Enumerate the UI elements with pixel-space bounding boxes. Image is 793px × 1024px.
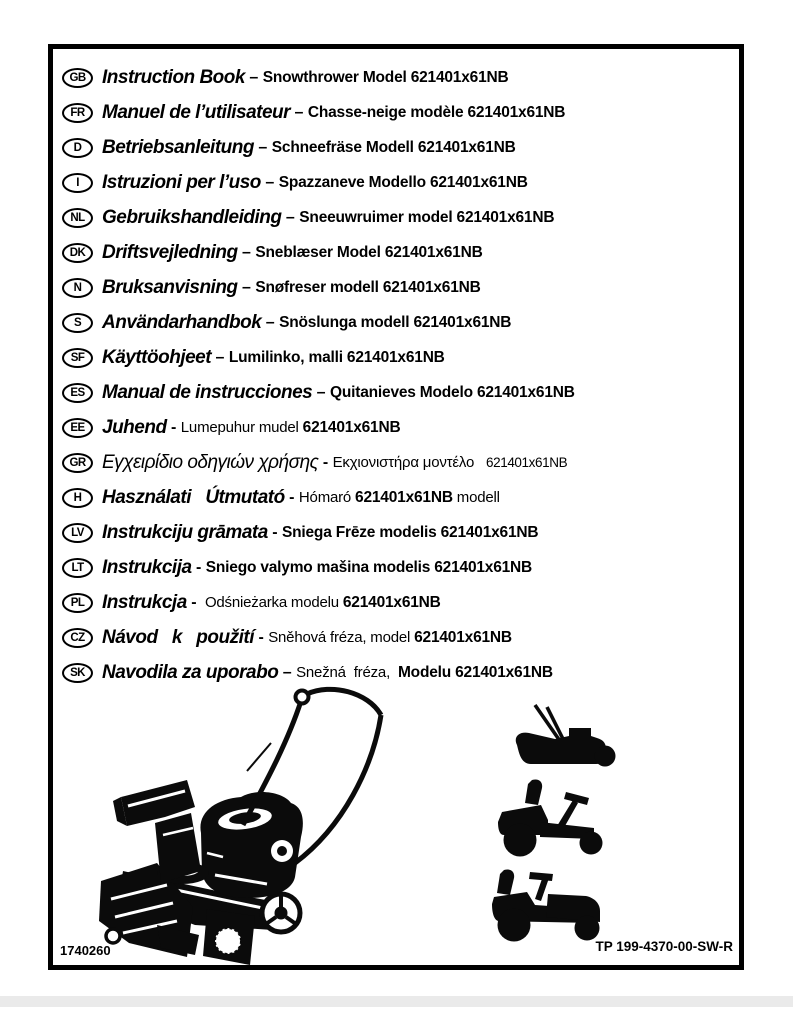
language-title: Instrukcija: [102, 556, 192, 578]
language-row-gb: [62, 60, 739, 95]
lawn-tractor-icon: [490, 864, 620, 944]
separator-dash: –: [290, 103, 308, 121]
language-title: Användarhandbok: [102, 311, 262, 333]
language-subtitle: [181, 419, 401, 437]
subtitle-segment: 621401x61NB: [302, 418, 401, 436]
language-badge: SF: [62, 348, 93, 368]
language-subtitle: [299, 489, 500, 507]
language-badge: SK: [62, 663, 93, 683]
subtitle-segment: Sněhová fréza, model: [268, 628, 415, 646]
subtitle-segment: Modelu 621401x61NB: [397, 663, 553, 681]
separator-dash: -: [186, 593, 201, 611]
language-subtitle: [268, 629, 512, 647]
language-title: Návod k použití: [102, 626, 255, 648]
language-row-fr: [62, 95, 739, 130]
language-title: Navodila za uporabo: [102, 661, 279, 683]
subtitle-segment: 621401x61NB: [486, 454, 568, 470]
language-badge: PL: [62, 593, 93, 613]
subtitle-segment: Odśnieżarka modelu: [200, 593, 343, 611]
language-subtitle: [279, 314, 511, 332]
subtitle-segment: Snežná fréza,: [296, 663, 398, 681]
document-code: TP 199-4370-00-SW-R: [595, 939, 733, 954]
language-row-n: [62, 270, 739, 305]
subtitle-segment: 621401x61NB: [342, 593, 441, 611]
language-title: Manual de instrucciones: [102, 381, 313, 403]
subtitle-segment: Hómaró: [298, 488, 356, 506]
snowthrower-line-drawing-icon: [95, 685, 395, 965]
language-row-cz: [62, 620, 739, 655]
separator-dash: –: [253, 138, 272, 156]
subtitle-segment: Εκχιονιστήρα μοντέλο: [332, 453, 486, 471]
language-title: Manuel de l’utilisateur: [102, 101, 291, 123]
separator-dash: -: [318, 453, 333, 471]
language-badge: LV: [62, 523, 93, 543]
separator-dash: –: [281, 208, 300, 226]
language-subtitle: [299, 209, 554, 227]
language-title: Juhend: [102, 416, 167, 438]
language-badge: GB: [62, 68, 93, 88]
subtitle-segment: Sniego valymo mašina modelis 621401x61NB: [205, 558, 533, 576]
scan-artifact-band: [0, 996, 793, 1007]
rider-silhouette: [496, 778, 621, 860]
language-row-i: [62, 165, 739, 200]
language-list: [53, 49, 739, 690]
language-title: Betriebsanleitung: [102, 136, 254, 158]
language-badge: D: [62, 138, 93, 158]
language-subtitle: [279, 174, 528, 192]
language-title: Εγχειρίδιο οδηγιών χρήσης: [102, 451, 319, 473]
separator-dash: –: [237, 278, 256, 296]
language-row-gr: [62, 445, 739, 480]
separator-dash: –: [237, 243, 256, 261]
language-row-d: [62, 130, 739, 165]
language-title: Driftsvejledning: [102, 241, 238, 263]
snowthrower-illustration: [95, 685, 395, 965]
language-row-nl: [62, 200, 739, 235]
language-row-pl: [62, 585, 739, 620]
separator-dash: -: [284, 488, 299, 506]
tractor-silhouette: [490, 864, 620, 944]
rear-engine-rider-icon: [496, 778, 621, 860]
language-title: Käyttöohjeet: [102, 346, 212, 368]
language-badge: LT: [62, 558, 93, 578]
language-badge: FR: [62, 103, 93, 123]
walk-behind-mower-icon: [503, 698, 621, 773]
language-row-h: [62, 480, 739, 515]
language-subtitle: [296, 664, 553, 682]
language-row-lt: [62, 550, 739, 585]
subtitle-segment: modelis 621401x61NB: [379, 523, 539, 541]
language-subtitle: [333, 454, 568, 472]
separator-dash: -: [191, 558, 206, 576]
language-title: Használati Útmutató: [102, 486, 285, 508]
separator-dash: -: [254, 628, 269, 646]
separator-dash: –: [312, 383, 331, 401]
language-row-s: [62, 305, 739, 340]
language-subtitle: [272, 139, 516, 157]
language-title: Gebruikshandleiding: [102, 206, 282, 228]
language-badge: DK: [62, 243, 93, 263]
part-number: 1740260: [60, 943, 111, 958]
language-subtitle: [308, 104, 565, 122]
language-title: Bruksanvisning: [102, 276, 238, 298]
language-title: Instrukcja: [102, 591, 187, 613]
subtitle-segment: Lumilinko, malli 621401x61NB: [228, 348, 445, 366]
language-title: Istruzioni per l’uso: [102, 171, 261, 193]
subtitle-segment: Snøfreser modell 621401x61NB: [255, 278, 481, 296]
subtitle-segment: Sneeuwruimer model 621401x61NB: [299, 208, 555, 226]
language-badge: I: [62, 173, 93, 193]
subtitle-segment: Schneefräse Modell 621401x61NB: [271, 138, 516, 156]
separator-dash: –: [278, 663, 297, 681]
separator-dash: -: [267, 523, 282, 541]
language-badge: S: [62, 313, 93, 333]
language-title: Instrukciju grāmata: [102, 521, 268, 543]
separator-dash: –: [261, 313, 280, 331]
separator-dash: –: [260, 173, 279, 191]
language-row-sf: [62, 340, 739, 375]
language-subtitle: [206, 559, 532, 577]
subtitle-segment: Snöslunga modell 621401x61NB: [279, 313, 512, 331]
subtitle-segment: 621401x61NB: [355, 488, 453, 506]
language-subtitle: [255, 244, 482, 262]
language-row-dk: [62, 235, 739, 270]
language-badge: ES: [62, 383, 93, 403]
language-badge: N: [62, 278, 93, 298]
language-row-lv: [62, 515, 739, 550]
language-subtitle: [263, 69, 509, 87]
separator-dash: –: [244, 68, 263, 86]
language-badge: GR: [62, 453, 93, 473]
subtitle-segment: Sniega Frēze: [282, 523, 380, 541]
subtitle-segment: Sneblæser Model 621401x61NB: [255, 243, 483, 261]
language-title: Instruction Book: [102, 66, 245, 88]
subtitle-segment: Lumepuhur mudel: [180, 418, 303, 436]
language-subtitle: [330, 384, 575, 402]
cover-frame: [48, 44, 744, 970]
subtitle-segment: Snowthrower Model 621401x61NB: [262, 68, 509, 86]
subtitle-segment: Chasse-neige modèle 621401x61NB: [307, 103, 566, 121]
language-badge: EE: [62, 418, 93, 438]
language-badge: CZ: [62, 628, 93, 648]
language-subtitle: [229, 349, 445, 367]
subtitle-segment: Spazzaneve Modello 621401x61NB: [278, 173, 528, 191]
language-subtitle: [201, 594, 441, 612]
separator-dash: -: [166, 418, 181, 436]
language-badge: H: [62, 488, 93, 508]
mower-silhouette: [503, 698, 621, 773]
language-badge: NL: [62, 208, 93, 228]
subtitle-segment: Quitanieves Modelo 621401x61NB: [330, 383, 575, 401]
language-subtitle: [282, 524, 538, 542]
subtitle-segment: modell: [452, 488, 500, 506]
language-subtitle: [255, 279, 480, 297]
subtitle-segment: 621401x61NB: [414, 628, 512, 646]
separator-dash: –: [211, 348, 229, 366]
language-row-ee: [62, 410, 739, 445]
language-row-es: [62, 375, 739, 410]
